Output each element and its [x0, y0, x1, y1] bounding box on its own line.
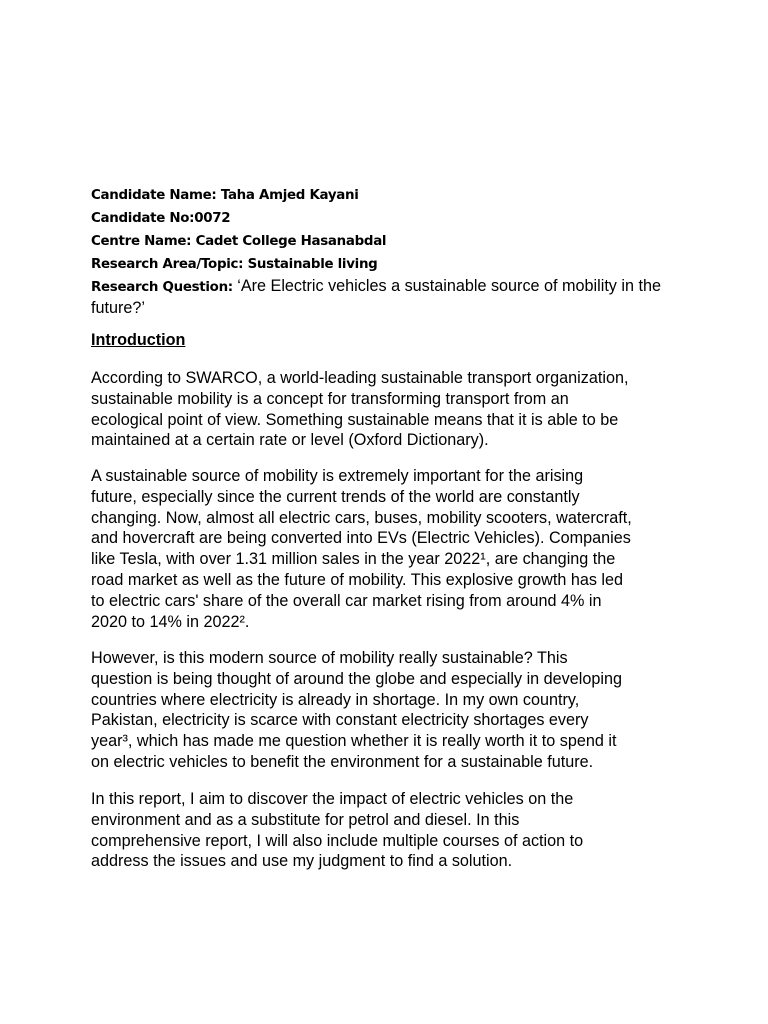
- introduction-paragraph-1: [91, 368, 691, 451]
- paragraph-line: maintained at a certain rate or level (Oxford Dictionary).: [91, 431, 489, 450]
- paragraph-line: countries where electricity is already in shortage. In my own country,: [91, 690, 580, 709]
- paragraph-line: like Tesla, with over 1.31 million sales in the year 2022¹, are changing the: [91, 550, 616, 569]
- centre-name-label: Centre Name:: [91, 234, 196, 249]
- paragraph-line: future, especially since the current trends of the world are constantly: [91, 487, 580, 506]
- paragraph-line: year³, which has made me question whether it is really worth it to spend it: [91, 732, 617, 751]
- research-area-line: [91, 253, 691, 276]
- paragraph-line: address the issues and use my judgment to find a solution.: [91, 852, 513, 871]
- research-area-label: Research Area/Topic:: [91, 257, 248, 272]
- research-question-line: [91, 276, 691, 320]
- introduction-paragraph-3: [91, 648, 691, 773]
- candidate-no-label: Candidate No:: [91, 211, 195, 226]
- research-question-label: Research Question:: [91, 280, 238, 295]
- candidate-no-line: [91, 207, 691, 230]
- paragraph-line: 2020 to 14% in 2022².: [91, 612, 250, 631]
- paragraph-line: According to SWARCO, a world-leading sustainable transport organization,: [91, 369, 629, 387]
- paragraph-line: road market as well as the future of mobility. This explosive growth has led: [91, 570, 624, 589]
- candidate-info-block: [91, 184, 691, 320]
- paragraph-line: to electric cars' share of the overall car market rising from around 4% in: [91, 591, 602, 610]
- candidate-name-label: Candidate Name:: [91, 188, 221, 203]
- candidate-no-value: 0072: [194, 211, 231, 226]
- paragraph-line: question is being thought of around the globe and especially in developing: [91, 669, 622, 688]
- paragraph-line: sustainable mobility is a concept for transforming transport from an: [91, 389, 569, 408]
- research-question-value: ‘Are Electric vehicles a sustainable source of mobility in the future?’: [91, 277, 662, 317]
- introduction-paragraph-2: [91, 466, 691, 632]
- paragraph-line: Pakistan, electricity is scarce with constant electricity shortages every: [91, 711, 589, 730]
- paragraph-line: on electric vehicles to benefit the environment for a sustainable future.: [91, 752, 594, 771]
- paragraph-line: and hovercraft are being converted into EVs (Electric Vehicles). Companies: [91, 529, 631, 548]
- paragraph-line: In this report, I aim to discover the impact of electric vehicles on the: [91, 790, 574, 808]
- paragraph-line: A sustainable source of mobility is extremely important for the arising: [91, 467, 584, 485]
- paragraph-line: ecological point of view. Something sustainable means that it is able to be: [91, 410, 619, 429]
- paragraph-line: environment and as a substitute for petrol and diesel. In this: [91, 810, 520, 829]
- research-area-value: Sustainable living: [247, 257, 378, 272]
- candidate-name-line: [91, 184, 691, 207]
- paragraph-line: changing. Now, almost all electric cars, buses, mobility scooters, watercraft,: [91, 508, 632, 527]
- paragraph-line: comprehensive report, I will also include multiple courses of action to: [91, 831, 584, 850]
- candidate-name-value: Taha Amjed Kayani: [220, 188, 359, 203]
- centre-name-value: Cadet College Hasanabdal: [195, 234, 387, 249]
- introduction-paragraph-4: [91, 789, 691, 872]
- introduction-heading: Introduction: [91, 331, 186, 349]
- centre-name-line: [91, 230, 691, 253]
- paragraph-line: However, is this modern source of mobility really sustainable? This: [91, 649, 568, 667]
